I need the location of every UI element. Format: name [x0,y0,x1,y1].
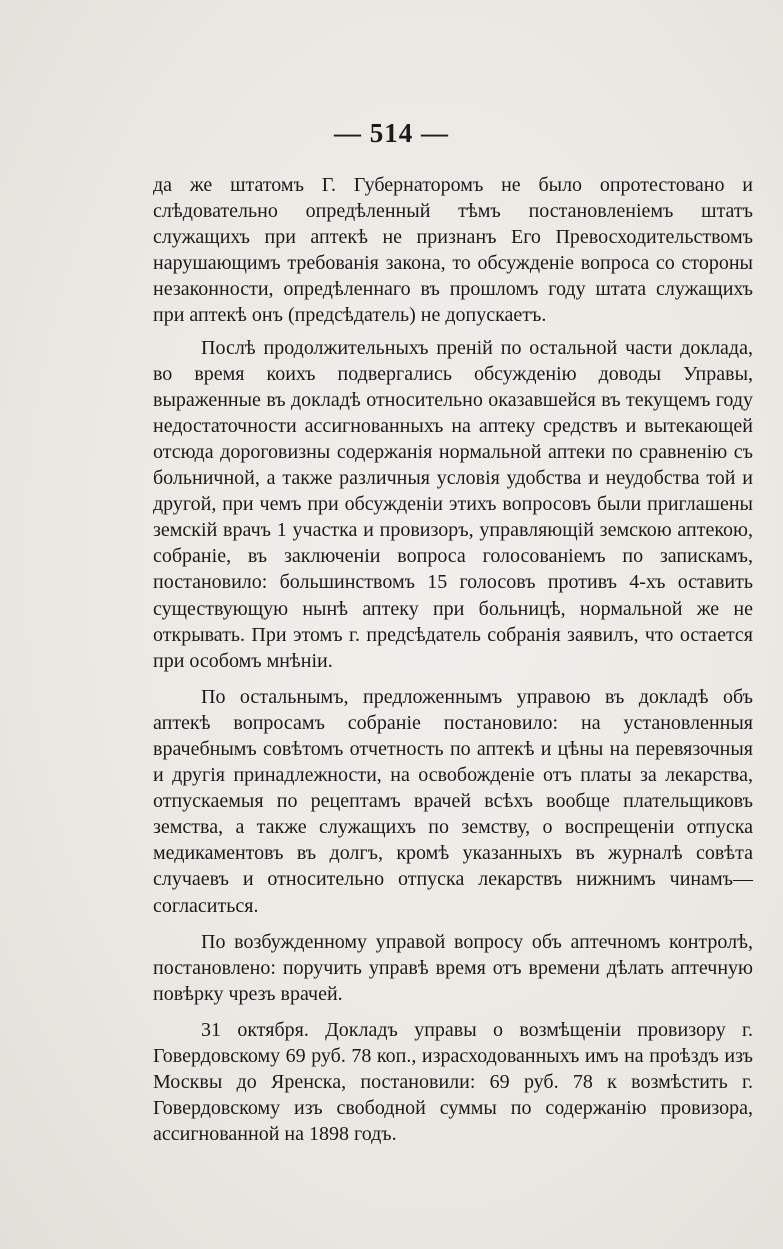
paragraph-3: По остальнымъ, предложеннымъ управою въ докладѣ объ аптекѣ вопросамъ собраніе постановило: на установленныя врачебнымъ совѣтомъ отчетность по аптекѣ и цѣны на перевязочныя и другія принадлежности, на освобожденіе отъ платы за лекарства, отпускаемыя по рецептамъ врачей всѣхъ вообще плательщиковъ земства, а также служащихъ по земству, о воспрещеніи отпуска медикаментовъ въ долгъ, кромѣ указанныхъ въ журналѣ совѣта случаевъ и относительно отпуска лекарствъ нижнимъ чинамъ—согласиться. [153,685,753,917]
paragraph-4: По возбужденному управой вопросу объ аптечномъ контролѣ, постановлено: поручить управѣ время отъ времени дѣлать аптечную повѣрку чрезъ врачей. [153,930,753,1005]
paragraph-1: да же штатомъ Г. Губернаторомъ не было опротестовано и слѣдовательно опредѣленный тѣмъ постановленіемъ штатъ служащихъ при аптекѣ не признанъ Его Превосходительствомъ нарушающимъ требованія закона, то обсужденіе вопроса со стороны незаконности, опредѣленнаго въ прошломъ году штата служащихъ при аптекѣ онъ (предсѣдатель) не допускаетъ. [153,174,753,327]
paragraph-5: 31 октября. Докладъ управы о возмѣщеніи провизору г. Говердовскому 69 руб. 78 коп., израсходованныхъ имъ на проѣздъ изъ Москвы до Яренска, постановили: 69 руб. 78 к возмѣстить г. Говердовскому изъ свободной суммы по содержанію провизора, ассигнованной на 1898 годъ. [153,1018,753,1146]
body-text [153,172,753,1157]
paragraph-2: Послѣ продолжительныхъ преній по остальной части доклада, во время коихъ подвергались обсужденію доводы Управы, выраженные въ докладѣ относительно оказавшейся въ текущемъ году недостаточности ассигнованныхъ на аптеку средствъ и вытекающей отсюда дороговизны содержанія нормальной аптеки по сравненію съ больничной, а также различныя условія удобства и неудобства той и другой, при чемъ при обсужденіи этихъ вопросовъ были приглашены земскій врачъ 1 участка и провизоръ, управляющій земскою аптекою, собраніе, въ заключеніи вопроса голосованіемъ по запискамъ, постановило: большинствомъ 15 голосовъ противъ 4-хъ оставить существующую нынѣ аптеку при больницѣ, нормальной же не открывать. При этомъ г. предсѣдатель собранія заявилъ, что остается при особомъ мнѣніи. [153,336,753,672]
page-number: — 514 — [334,118,449,148]
